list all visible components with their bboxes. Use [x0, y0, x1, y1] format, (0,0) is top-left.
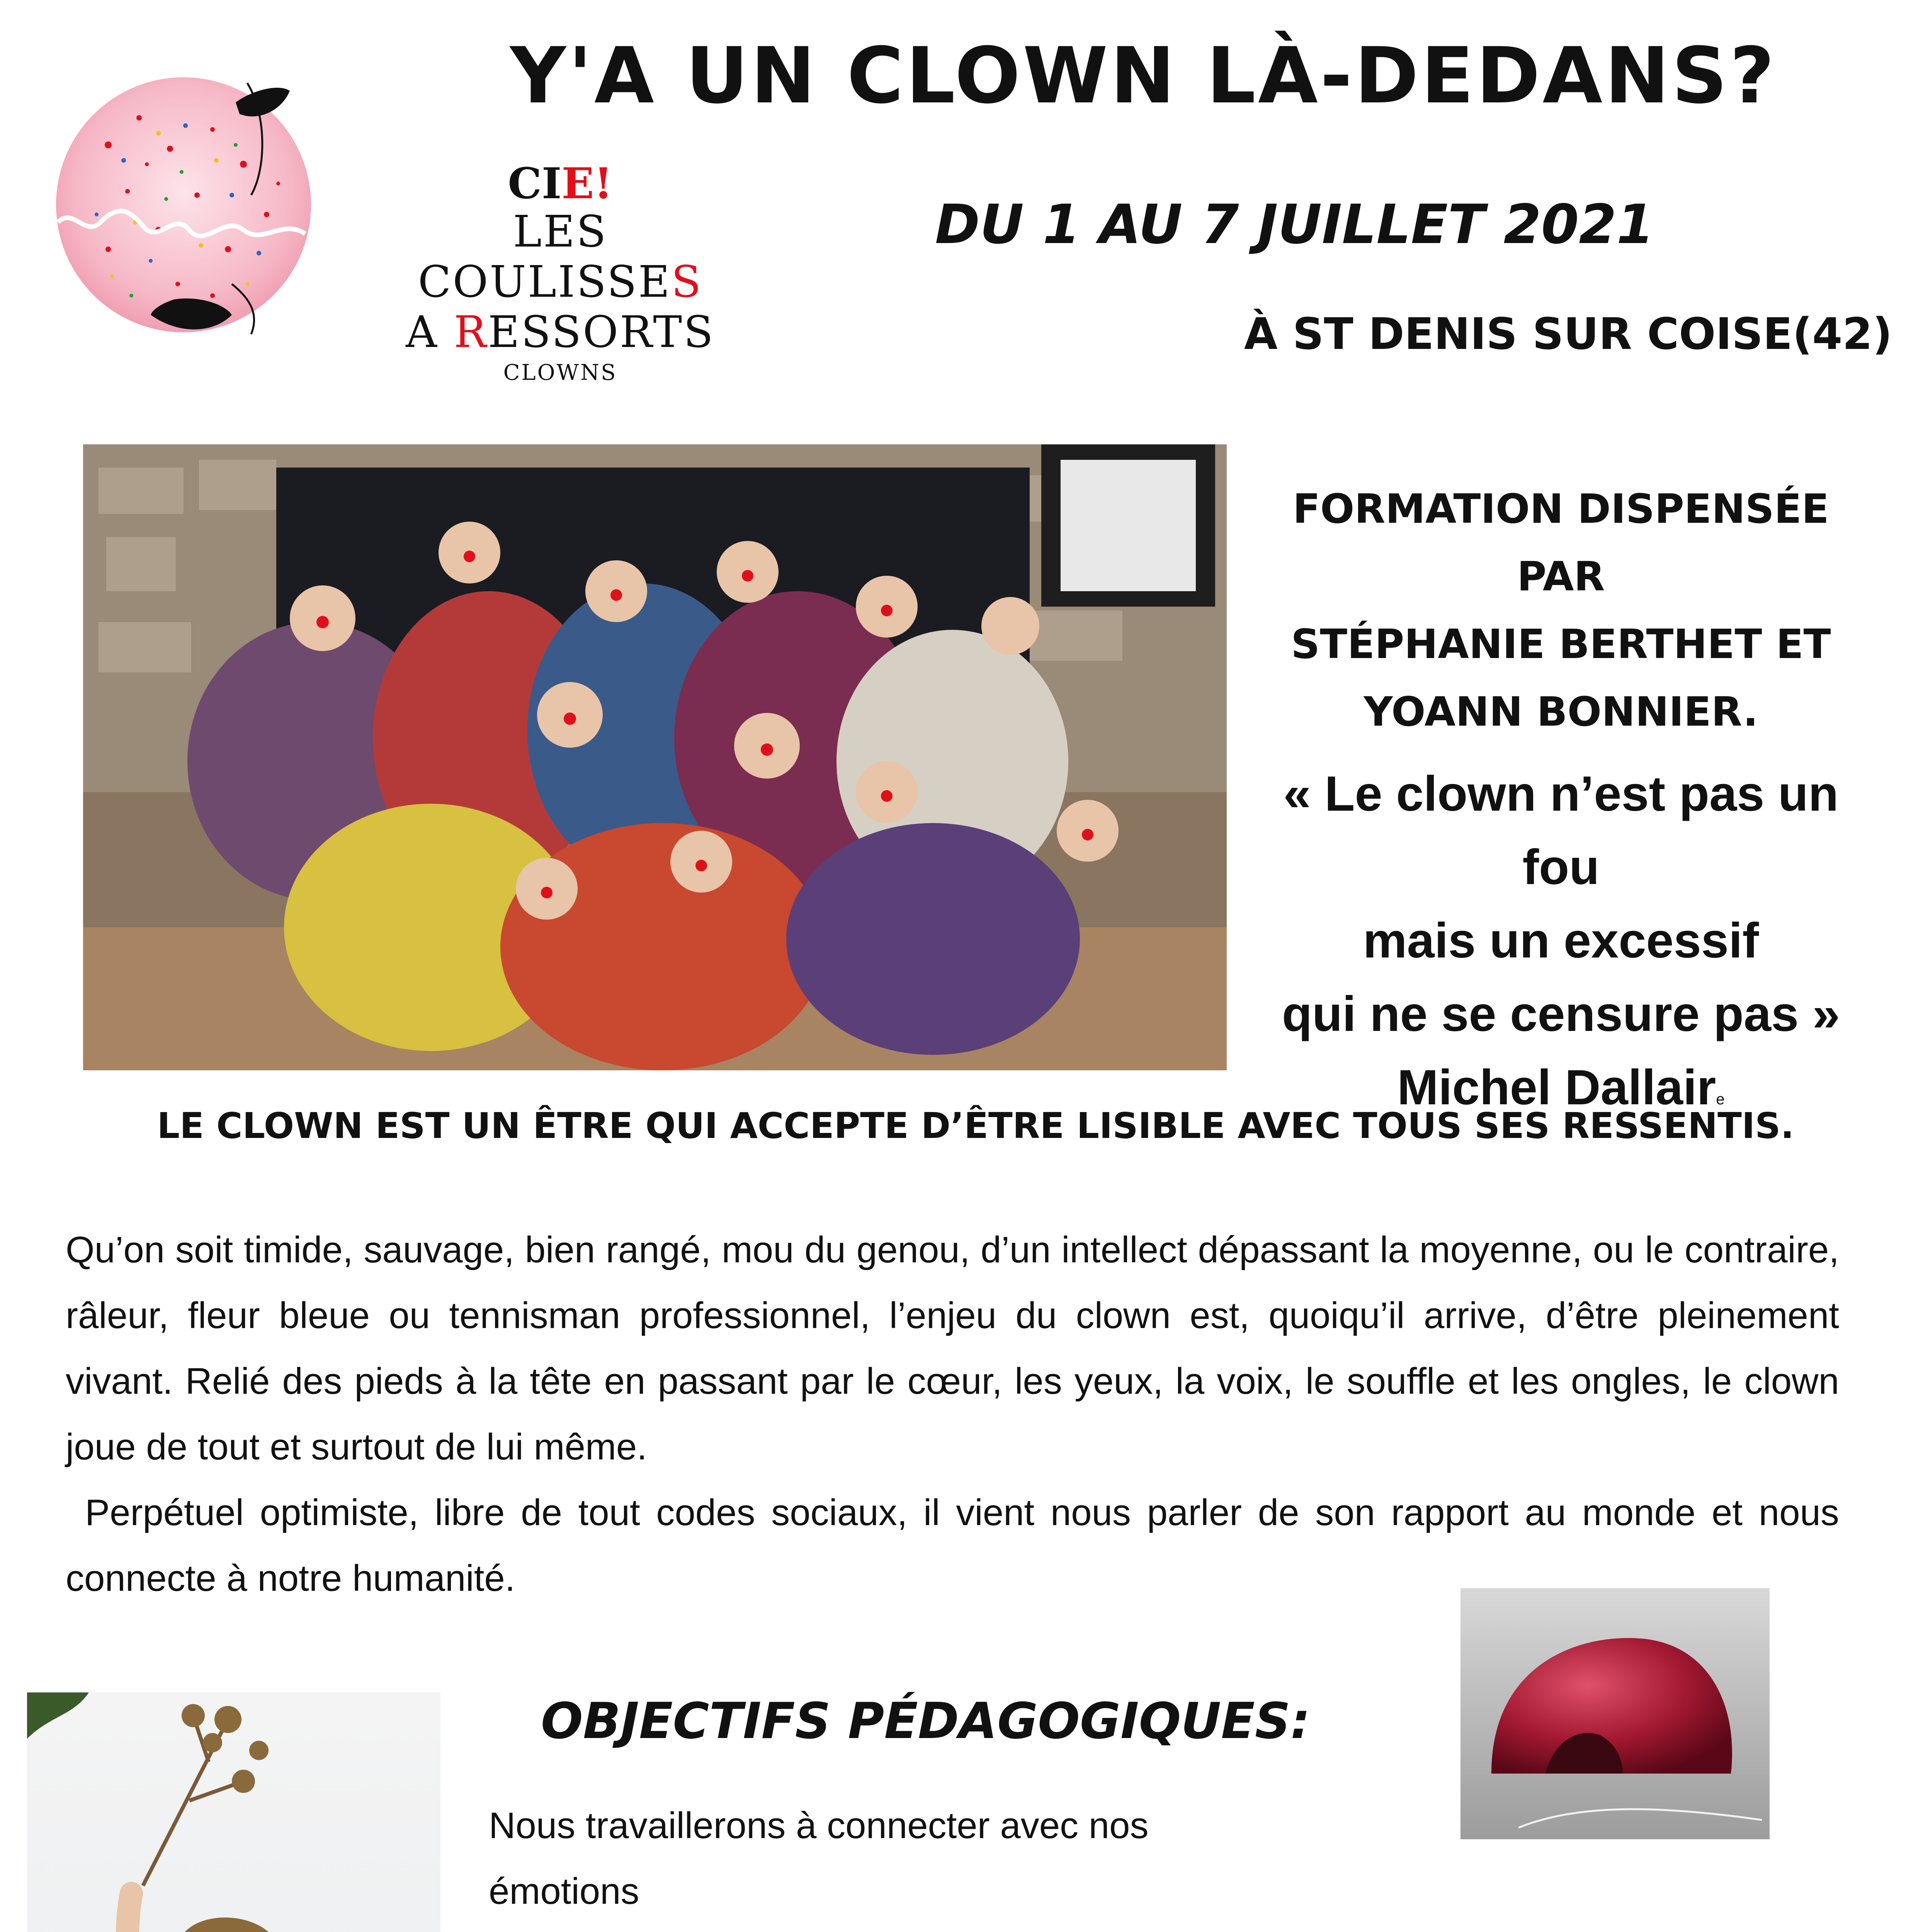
company-name-line2 [363, 307, 757, 357]
company-name-line1-a: LES COULISSE [418, 207, 672, 307]
intro-text [66, 1217, 1839, 1611]
objectives-text [489, 1793, 1839, 1932]
trainers-line2: STÉPHANIE BERTHET ET [1291, 621, 1831, 668]
trainers-block [1256, 475, 1866, 746]
company-name-line1 [363, 207, 757, 307]
objectives-paragraph-1-start: Nous travaillerons à connecter avec nos émotions [489, 1805, 1149, 1912]
event-location: À ST DENIS SUR COISE(42) [1244, 309, 1892, 359]
company-cie-suffix: E! [561, 158, 613, 208]
company-cie-prefix: CI [508, 158, 562, 208]
objectives-paragraph-1-rest [489, 1924, 1839, 1932]
headline: LE CLOWN EST UN ÊTRE QUI ACCEPTE D’ÊTRE LISIBLE AVEC TOUS SES RESSENTIS. [157, 1105, 1794, 1146]
company-tagline: CLOWNS [503, 360, 617, 385]
company-name-line2-c: ESSORTS [488, 307, 715, 357]
trainers-line3: YOANN BONNIER. [1363, 688, 1758, 735]
quote-author-mark: e [1716, 1091, 1725, 1108]
quote-author-name: Michel Dallair [1397, 1060, 1716, 1115]
company-logo [363, 160, 757, 388]
event-dates: DU 1 AU 7 JUILLET 2021 [935, 193, 1654, 256]
quote-line3: qui ne se censure pas » [1282, 986, 1840, 1042]
trainers-line1: FORMATION DISPENSÉE PAR [1293, 485, 1829, 600]
group-photo [83, 444, 1227, 1070]
intro-paragraph-1: Qu’on soit timide, sauvage, bien rangé, mou du genou, d’un intellect dépassant la moyenne, ou le contraire, râleur, fleur bleue ou tennisman professionnel, l’enjeu du clown est, quoiqu’il arrive, d’être pleinement vivant. Relié des pieds à la tête en passant par le cœur, les yeux, la voix, le souffle et les ongles, le clown joue de tout et surtout de lui même. [66, 1229, 1839, 1468]
company-name-line1-b: S [671, 257, 703, 307]
clown-nose-logo [50, 68, 321, 338]
objectives-title: OBJECTIFS PÉDAGOGIQUES: [541, 1692, 1311, 1750]
company-name-line2-a: A [406, 307, 454, 357]
intro-paragraph-2: Perpétuel optimiste, libre de tout codes sociaux, il vient nous parler de son rapport au monde et nous connecte à notre humanité. [66, 1492, 1839, 1599]
page-title: Y'A UN CLOWN LÀ-DEDANS? [510, 31, 1777, 121]
quote-line1: « Le clown n’est pas un fou [1283, 766, 1839, 895]
quote-block [1248, 757, 1874, 1136]
company-cie [363, 160, 757, 207]
company-name-line2-b: R [454, 307, 488, 357]
clown-boy-photo [27, 1692, 440, 1932]
quote-line2: mais un excessif [1363, 913, 1759, 968]
